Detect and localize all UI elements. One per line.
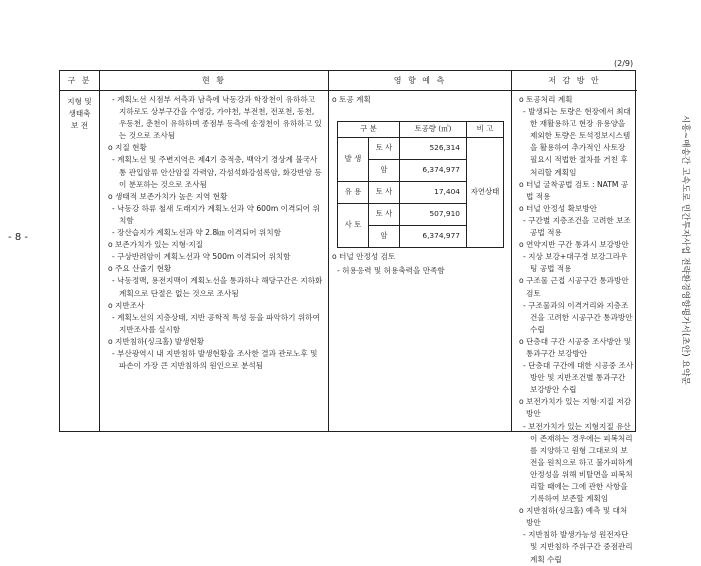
bullet-detail: - 부산광역시 내 지반침하 발생현황을 조사한 결과 관로노후 및 파손이 가장 큰 지반침하의 원인으로 분석됨 xyxy=(112,348,318,371)
earthwork-table xyxy=(337,121,504,248)
bullet-heading: o 보존가치가 있는 지형·지질 xyxy=(108,240,203,250)
bullet-heading: o 주요 산줄기 현황 xyxy=(108,264,172,274)
earthwork-group: 유 용 xyxy=(338,182,369,204)
bullet-detail: - 발생되는 토량은 현장에서 최대한 재활용하고 현장 유용양을 제외한 토량은 토석정보시스템을 활용하여 추가적인 사토장 필요시 적법한 절차를 거친 후 처리할 계획임 xyxy=(523,107,631,177)
header-impact-prediction: 영 향 예 측 xyxy=(329,71,512,91)
earthwork-volume: 507,910 xyxy=(400,204,467,226)
bullet-heading: o 생태적 보존가치가 높은 지역 현황 xyxy=(108,191,228,201)
earthwork-group: 발 생 xyxy=(338,138,369,182)
bullet-heading: o 지반침하(싱크홀) 발생현황 xyxy=(108,336,205,346)
bullet-detail: - 구상반려암이 계획노선과 약 500m 이격되어 위치함 xyxy=(112,252,291,262)
bullet-heading: o 보전가치가 있는 지형·지질 저감방안 xyxy=(519,397,632,419)
document-side-title xyxy=(675,40,697,460)
bullet-heading: o 토공처리 계획 xyxy=(519,95,573,104)
bullet-heading: o 구조물 근접 시공구간 통과방안 검토 xyxy=(519,276,629,298)
bullet-detail: - 보전가치가 있는 지형지질 유산이 존재하는 경우에는 피복처리를 지양하고 원형 그대로의 보전을 원칙으로 하고 불가피하게 안정성을 위해 비탈면을 피복처리할 때에는 그에 관한 사항을 기록하여 보존할 계획임 xyxy=(523,421,633,504)
bullet-heading: o 연약지반 구간 통과시 보강방안 xyxy=(519,240,629,250)
bullet-detail: - 장산습지가 계획노선과 약 2.8㎞ 이격되어 위치함 xyxy=(112,228,281,238)
earthwork-volume: 6,374,977 xyxy=(400,160,467,182)
header-category: 구 분 xyxy=(60,71,100,91)
page-number: (2/9) xyxy=(614,59,634,68)
earthwork-header-note: 비 고 xyxy=(467,122,504,138)
summary-table xyxy=(59,70,636,564)
bullet-heading: o 지질 현황 xyxy=(108,143,147,153)
category-cell: 지형 및 생태축 보 전 xyxy=(60,91,100,431)
bullet-heading: o 터널 안정성 확보방안 xyxy=(519,203,597,213)
earthwork-volume: 6,374,977 xyxy=(400,226,467,248)
bullet-detail: - 구간별 지층조건을 고려한 보조 공법 적용 xyxy=(523,215,631,238)
bullet-detail: - 낙동정맥, 용전지맥이 계획노선을 통과하나 해당구간은 지하화계획으로 단절은 없는 것으로 조사됨 xyxy=(112,276,323,298)
header-current-status: 현 황 xyxy=(100,71,329,91)
bullet-detail: - 계획노선 및 주변지역은 제4기 층적층, 백악기 경상계 불국사통 관입암류 안산암질 각력암, 각섬석화강섬록암, 화강반암 등이 분포하는 것으로 조사됨 xyxy=(112,155,322,189)
earthwork-volume: 17,404 xyxy=(400,182,467,204)
earthwork-header-type: 구 분 xyxy=(338,122,400,138)
side-page-number: - 8 - xyxy=(8,232,28,243)
earthwork-type: 토 사 xyxy=(369,138,400,160)
bullet-heading: o 지반침하(싱크홀) 예측 및 대처방안 xyxy=(519,506,628,528)
header-mitigation: 저 감 방 안 xyxy=(512,71,637,91)
bullet-detail: - 계획노선 시점부 서측과 남측에 낙동강과 학장천이 유하하고 지하로도 상부구간을 수영강, 가야천, 부전천, 전포천, 동천, 우동천, 춘천이 유하하며 종점부 동측에 송정천이 유하하고 있는 것으로 조사됨 xyxy=(112,95,322,141)
side-title-text: 시흥~매송간 고속도로 민간투자사업 전략환경영향평가서(초안) 요약문 xyxy=(680,115,690,385)
earthwork-header-volume: 토공량 (㎥) xyxy=(400,122,467,138)
bullet-heading: o 지반조사 xyxy=(108,300,145,310)
tunnel-stability-title: o 터널 안정성 검토 xyxy=(332,252,396,261)
earthwork-type: 암 xyxy=(369,226,400,248)
impact-prediction-cell xyxy=(329,91,512,431)
earthwork-note: 자연상태 xyxy=(467,138,504,248)
current-status-cell xyxy=(100,91,329,431)
mitigation-cell xyxy=(512,91,637,564)
earthwork-group: 사 토 xyxy=(338,204,369,248)
bullet-heading: o 단층대 구간 시공중 조사방안 및 통과구간 보강방안 xyxy=(519,336,632,358)
earthwork-volume: 526,314 xyxy=(400,138,467,160)
earthwork-type: 토 사 xyxy=(369,182,400,204)
bullet-detail: - 계획노선의 지층상태, 지반 공학적 특성 등을 파악하기 위하여 지반조사를 실시함 xyxy=(112,312,320,334)
bullet-detail: - 낙동강 하류 철새 도래지가 계획노선과 약 600m 이격되어 위치함 xyxy=(112,203,320,225)
earthwork-type: 토 사 xyxy=(369,204,400,226)
earthwork-type: 암 xyxy=(369,160,400,182)
earthwork-plan-title: o 토공 계획 xyxy=(332,95,371,104)
bullet-detail: - 단층대 구간에 대한 시공중 조사방안 및 지반조건별 통과구간 보강방안 수립 xyxy=(523,361,634,395)
bullet-detail: - 지반침하 발생가능성 원전자단 및 지반침하 주위구간 중점관리 계획 수립 xyxy=(523,530,633,564)
tunnel-stability-text: - 허용응력 및 허용축력을 만족함 xyxy=(337,266,445,275)
bullet-heading: o 터널 굴착공법 검토 : NATM 공법 적용 xyxy=(519,179,629,201)
bullet-detail: - 지상 보강+대구경 보강그라우팅 공법 적용 xyxy=(523,252,628,274)
bullet-detail: - 구조물과의 이격거리와 지층조건을 고려한 시공구간 통과방안 수립 xyxy=(523,300,633,334)
